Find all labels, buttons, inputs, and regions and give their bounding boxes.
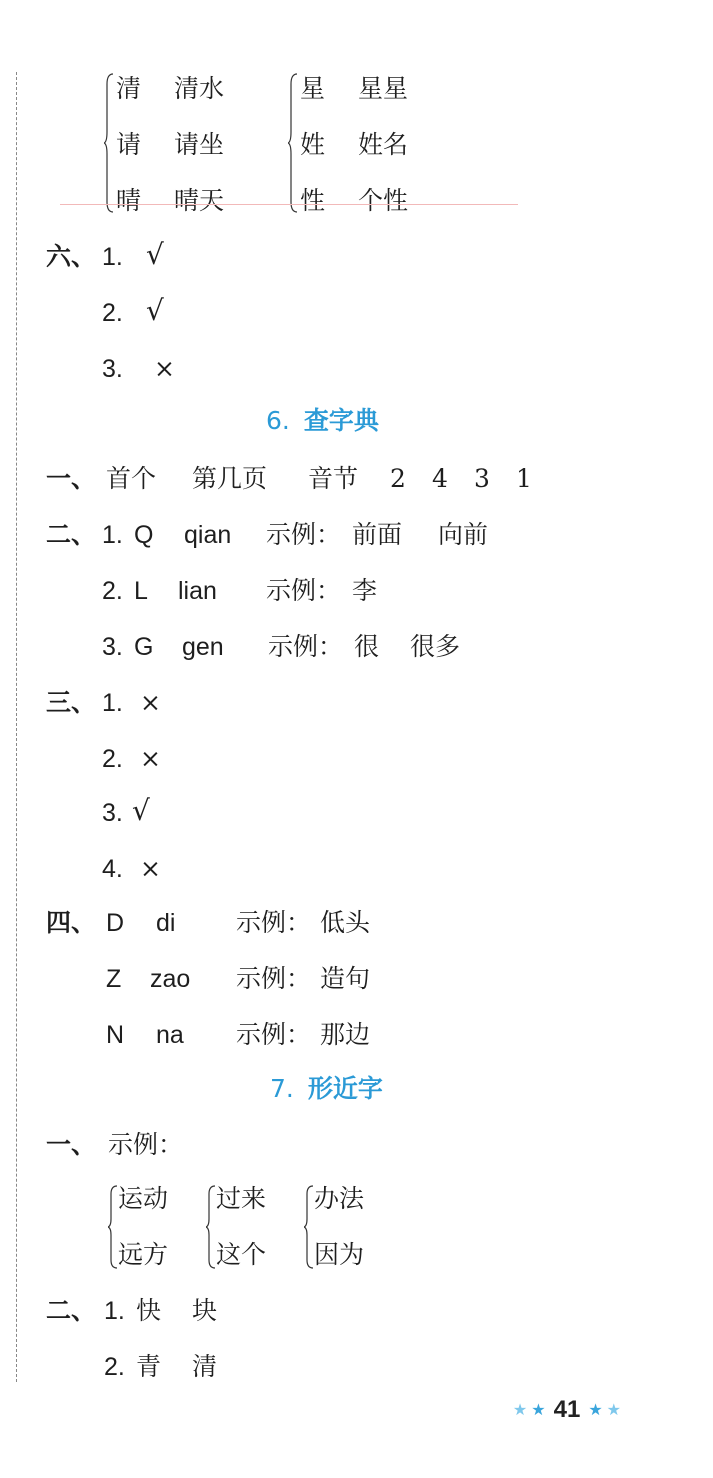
order-number: 3 <box>474 464 490 493</box>
question-label: 一、 <box>46 464 97 493</box>
left-brace <box>104 72 112 214</box>
question-label: 四、 <box>46 908 97 937</box>
answer-word: 块 <box>192 1296 218 1325</box>
top-word: 请坐 <box>174 130 225 159</box>
answer-text: 第几页 <box>192 464 268 493</box>
left-brace <box>206 1184 214 1270</box>
left-brace <box>304 1184 312 1270</box>
pinyin: lian <box>178 577 217 605</box>
top-word: 个性 <box>358 186 409 215</box>
answer-mark: √ <box>146 238 164 271</box>
top-char: 姓 <box>300 130 326 159</box>
similar-word: 运动 <box>118 1184 169 1213</box>
pinyin: di <box>156 909 176 937</box>
top-char: 晴 <box>116 186 142 215</box>
similar-word: 远方 <box>118 1240 169 1269</box>
example-label: 示例： <box>236 964 312 993</box>
initial-letter: L <box>134 577 148 605</box>
star-icon: ★ <box>512 1400 528 1419</box>
top-char: 星 <box>300 74 326 103</box>
star-icon: ★ <box>588 1400 603 1419</box>
star-icon: ★ <box>531 1400 546 1419</box>
item-number: 3. <box>102 355 123 383</box>
answer-word: 青 <box>136 1352 162 1381</box>
example-label: 示例： <box>108 1130 184 1159</box>
similar-word: 过来 <box>216 1184 267 1213</box>
item-number: 2. <box>102 745 123 773</box>
page-footer <box>513 1396 621 1424</box>
item-number: 2. <box>104 1353 125 1381</box>
top-char: 清 <box>116 74 142 103</box>
lesson-title: 形近字 <box>307 1074 383 1103</box>
example-word: 造句 <box>320 964 371 993</box>
question-label: 二、 <box>46 520 97 549</box>
question-label: 二、 <box>46 1296 97 1325</box>
top-word: 姓名 <box>358 130 409 159</box>
lesson-title: 查字典 <box>303 406 379 435</box>
answer-mark: × <box>140 688 161 717</box>
item-number: 4. <box>102 855 123 883</box>
top-word: 清水 <box>174 74 225 103</box>
initial-letter: D <box>106 909 125 937</box>
question-label: 一、 <box>46 1130 97 1159</box>
initial-letter: G <box>134 633 154 661</box>
item-number: 1. <box>102 521 123 549</box>
similar-word: 办法 <box>314 1184 365 1213</box>
page-number: 41 <box>553 1396 581 1423</box>
example-word: 那边 <box>320 1020 371 1049</box>
pinyin: qian <box>184 521 232 549</box>
answer-mark: × <box>140 854 161 883</box>
answer-word: 快 <box>136 1296 162 1325</box>
answer-mark: × <box>154 354 175 383</box>
example-word: 很 <box>354 632 380 661</box>
answer-word: 清 <box>192 1352 218 1381</box>
pinyin: gen <box>182 633 224 661</box>
similar-word: 因为 <box>314 1240 365 1269</box>
item-number: 1. <box>102 689 123 717</box>
pinyin: zao <box>150 965 191 993</box>
item-number: 1. <box>104 1297 125 1325</box>
star-icon: ★ <box>606 1400 621 1419</box>
item-number: 3. <box>102 633 123 661</box>
binding-margin-line <box>16 72 17 1382</box>
item-number: 1. <box>102 243 123 271</box>
answer-mark: √ <box>146 294 164 327</box>
top-char: 请 <box>116 130 142 159</box>
example-word: 前面 <box>352 520 403 549</box>
item-number: 2. <box>102 299 123 327</box>
example-word: 向前 <box>438 520 489 549</box>
top-char: 性 <box>300 186 326 215</box>
answer-mark: × <box>140 744 161 773</box>
example-word: 李 <box>352 576 378 605</box>
initial-letter: Q <box>134 521 154 549</box>
top-word: 星星 <box>358 74 409 103</box>
initial-letter: Z <box>106 965 122 993</box>
item-number: 2. <box>102 577 123 605</box>
top-word: 晴天 <box>174 186 225 215</box>
lesson-number: 7. <box>270 1074 294 1103</box>
item-number: 3. <box>102 799 123 827</box>
section-label: 六、 <box>46 242 97 271</box>
left-brace <box>288 72 296 214</box>
lesson-heading <box>270 1074 383 1104</box>
similar-word: 这个 <box>216 1240 267 1269</box>
example-label: 示例： <box>266 576 342 605</box>
lesson-heading <box>266 406 379 436</box>
answer-text: 首个 <box>106 464 157 493</box>
lesson-number: 6. <box>266 406 290 435</box>
left-brace <box>108 1184 116 1270</box>
answer-text: 音节 <box>308 464 359 493</box>
example-label: 示例： <box>236 908 312 937</box>
initial-letter: N <box>106 1021 125 1049</box>
order-number: 2 <box>390 464 406 493</box>
example-label: 示例： <box>266 520 342 549</box>
order-number: 1 <box>516 464 532 493</box>
example-word: 很多 <box>410 632 461 661</box>
question-label: 三、 <box>46 688 97 717</box>
order-number: 4 <box>432 464 448 493</box>
divider-line <box>60 204 518 205</box>
example-label: 示例： <box>236 1020 312 1049</box>
pinyin: na <box>156 1021 184 1049</box>
answer-mark: √ <box>132 794 150 827</box>
example-label: 示例： <box>268 632 344 661</box>
example-word: 低头 <box>320 908 371 937</box>
